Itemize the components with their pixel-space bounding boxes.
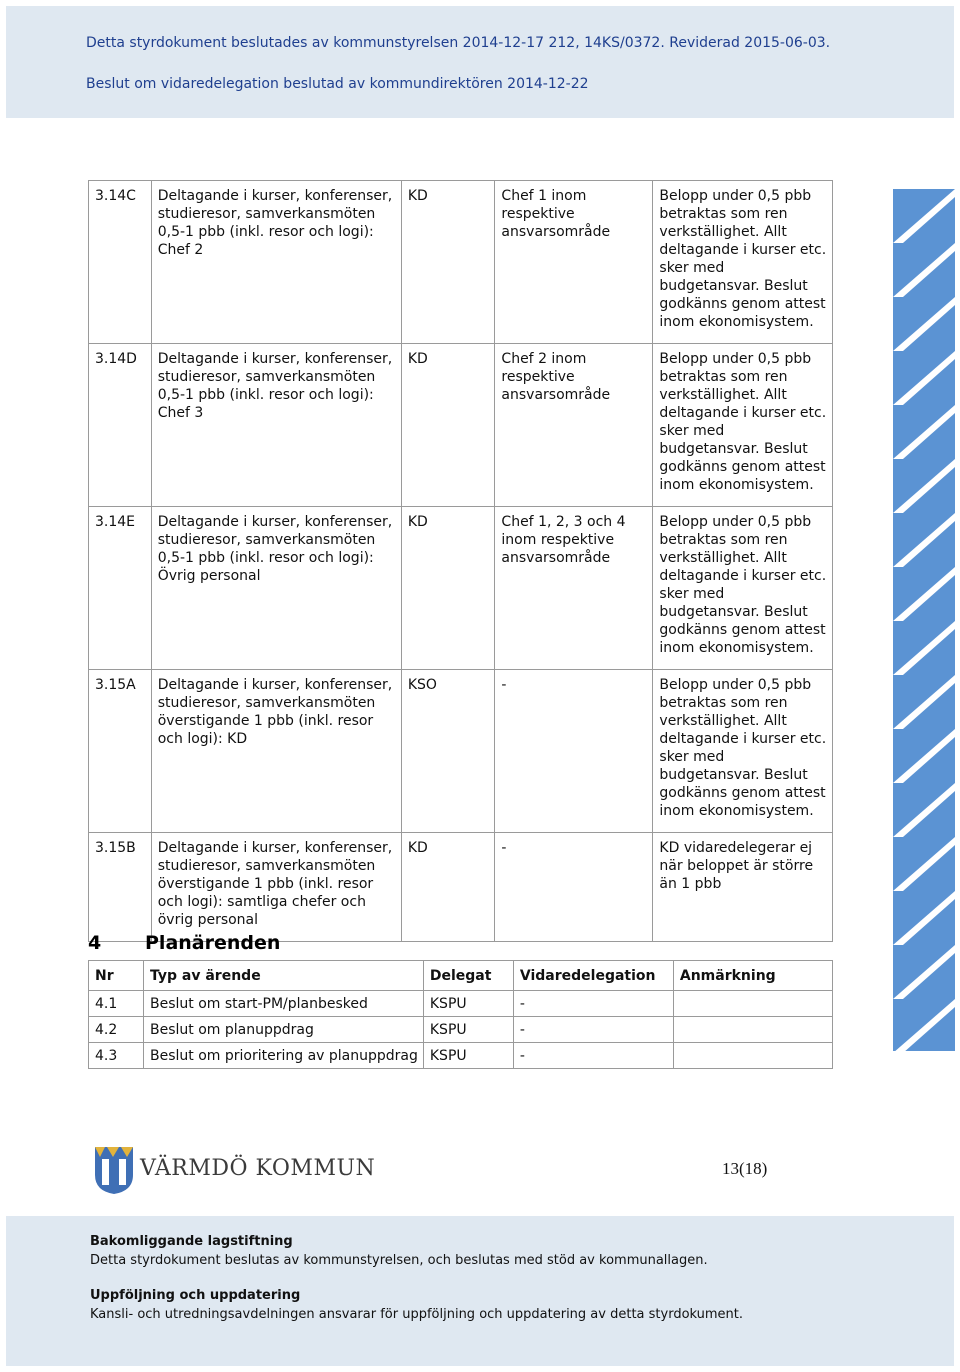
table-row — [89, 1017, 833, 1043]
table-row — [89, 991, 833, 1017]
column-header-vidaredelegation: Vidaredelegation — [513, 961, 673, 991]
row-nr: 3.14D — [89, 344, 152, 507]
row-delegat: KD — [401, 181, 495, 344]
row-vidaredelegation: Chef 1 inom respektive ansvarsområde — [495, 181, 653, 344]
section-heading — [88, 932, 280, 954]
header-delegation-line: Beslut om vidaredelegation beslutad av kommundirektören 2014-12-22 — [86, 76, 589, 92]
row-nr: 4.3 — [89, 1043, 144, 1069]
row-nr: 3.15B — [89, 833, 152, 942]
row-delegat: KD — [401, 833, 495, 942]
decorative-triangle-strip — [893, 189, 955, 1051]
row-anmarkning: Belopp under 0,5 pbb betraktas som ren verkställighet. Allt deltagande i kurser etc. sker med budgetansvar. Beslut godkänns genom attest inom ekonomisystem. — [653, 181, 833, 344]
row-delegat: KSPU — [423, 1043, 513, 1069]
header-band — [6, 6, 954, 118]
row-typ: Beslut om start-PM/planbesked — [144, 991, 424, 1017]
row-anmarkning — [673, 991, 832, 1017]
delegation-table — [88, 180, 833, 942]
row-anmarkning: Belopp under 0,5 pbb betraktas som ren verkställighet. Allt deltagande i kurser etc. sker med budgetansvar. Beslut godkänns genom attest inom ekonomisystem. — [653, 507, 833, 670]
row-anmarkning — [673, 1043, 832, 1069]
column-header-typ: Typ av ärende — [144, 961, 424, 991]
row-anmarkning: Belopp under 0,5 pbb betraktas som ren verkställighet. Allt deltagande i kurser etc. sker med budgetansvar. Beslut godkänns genom attest inom ekonomisystem. — [653, 670, 833, 833]
column-header-nr: Nr — [89, 961, 144, 991]
table-row — [89, 181, 833, 344]
row-nr: 4.2 — [89, 1017, 144, 1043]
row-typ: Deltagande i kurser, konferenser, studieresor, samverkansmöten 0,5-1 pbb (inkl. resor och logi): Chef 3 — [151, 344, 401, 507]
footer-text-followup: Kansli- och utredningsavdelningen ansvarar för uppföljning och uppdatering av detta styrdokument. — [90, 1307, 744, 1322]
footer-heading-followup: Uppföljning och uppdatering — [90, 1288, 301, 1303]
row-vidaredelegation: - — [513, 991, 673, 1017]
row-vidaredelegation: Chef 1, 2, 3 och 4 inom respektive ansvarsområde — [495, 507, 653, 670]
row-delegat: KSO — [401, 670, 495, 833]
row-delegat: KSPU — [423, 1017, 513, 1043]
row-typ: Beslut om planuppdrag — [144, 1017, 424, 1043]
row-vidaredelegation: - — [513, 1043, 673, 1069]
table-header-row — [89, 961, 833, 991]
table-row — [89, 1043, 833, 1069]
row-delegat: KD — [401, 344, 495, 507]
row-vidaredelegation: - — [495, 670, 653, 833]
planarenden-table — [88, 960, 833, 1069]
row-nr: 3.14E — [89, 507, 152, 670]
header-decision-line: Detta styrdokument beslutades av kommunstyrelsen 2014-12-17 212, 14KS/0372. Reviderad 2015-06-03. — [86, 35, 831, 51]
table-row — [89, 344, 833, 507]
row-nr: 4.1 — [89, 991, 144, 1017]
column-header-delegat: Delegat — [423, 961, 513, 991]
logo-pillar-icon — [102, 1159, 109, 1185]
page-number: 13(18) — [722, 1159, 768, 1178]
table-row — [89, 507, 833, 670]
table-row — [89, 833, 833, 942]
row-vidaredelegation: - — [495, 833, 653, 942]
logo-text: VÄRMDÖ KOMMUN — [140, 1156, 376, 1181]
row-typ: Deltagande i kurser, konferenser, studieresor, samverkansmöten 0,5-1 pbb (inkl. resor och logi): Övrig personal — [151, 507, 401, 670]
row-anmarkning: KD vidaredelegerar ej när beloppet är större än 1 pbb — [653, 833, 833, 942]
footer-text-legislation: Detta styrdokument beslutas av kommunstyrelsen, och beslutas med stöd av kommunallagen. — [90, 1253, 708, 1268]
section-number: 4 — [88, 932, 102, 954]
row-nr: 3.15A — [89, 670, 152, 833]
row-anmarkning: Belopp under 0,5 pbb betraktas som ren verkställighet. Allt deltagande i kurser etc. sker med budgetansvar. Beslut godkänns genom attest inom ekonomisystem. — [653, 344, 833, 507]
table-row — [89, 670, 833, 833]
row-typ: Deltagande i kurser, konferenser, studieresor, samverkansmöten 0,5-1 pbb (inkl. resor och logi): Chef 2 — [151, 181, 401, 344]
row-anmarkning — [673, 1017, 832, 1043]
column-header-anmarkning: Anmärkning — [673, 961, 832, 991]
row-delegat: KD — [401, 507, 495, 670]
section-title: Planärenden — [145, 932, 281, 954]
row-nr: 3.14C — [89, 181, 152, 344]
logo-pillar-icon — [119, 1159, 126, 1185]
row-delegat: KSPU — [423, 991, 513, 1017]
row-typ: Beslut om prioritering av planuppdrag — [144, 1043, 424, 1069]
row-vidaredelegation: Chef 2 inom respektive ansvarsområde — [495, 344, 653, 507]
row-typ: Deltagande i kurser, konferenser, studieresor, samverkansmöten överstigande 1 pbb (inkl. resor och logi): KD — [151, 670, 401, 833]
footer-heading-legislation: Bakomliggande lagstiftning — [90, 1234, 293, 1249]
row-vidaredelegation: - — [513, 1017, 673, 1043]
row-typ: Deltagande i kurser, konferenser, studieresor, samverkansmöten överstigande 1 pbb (inkl. resor och logi): samtliga chefer och övrig personal — [151, 833, 401, 942]
